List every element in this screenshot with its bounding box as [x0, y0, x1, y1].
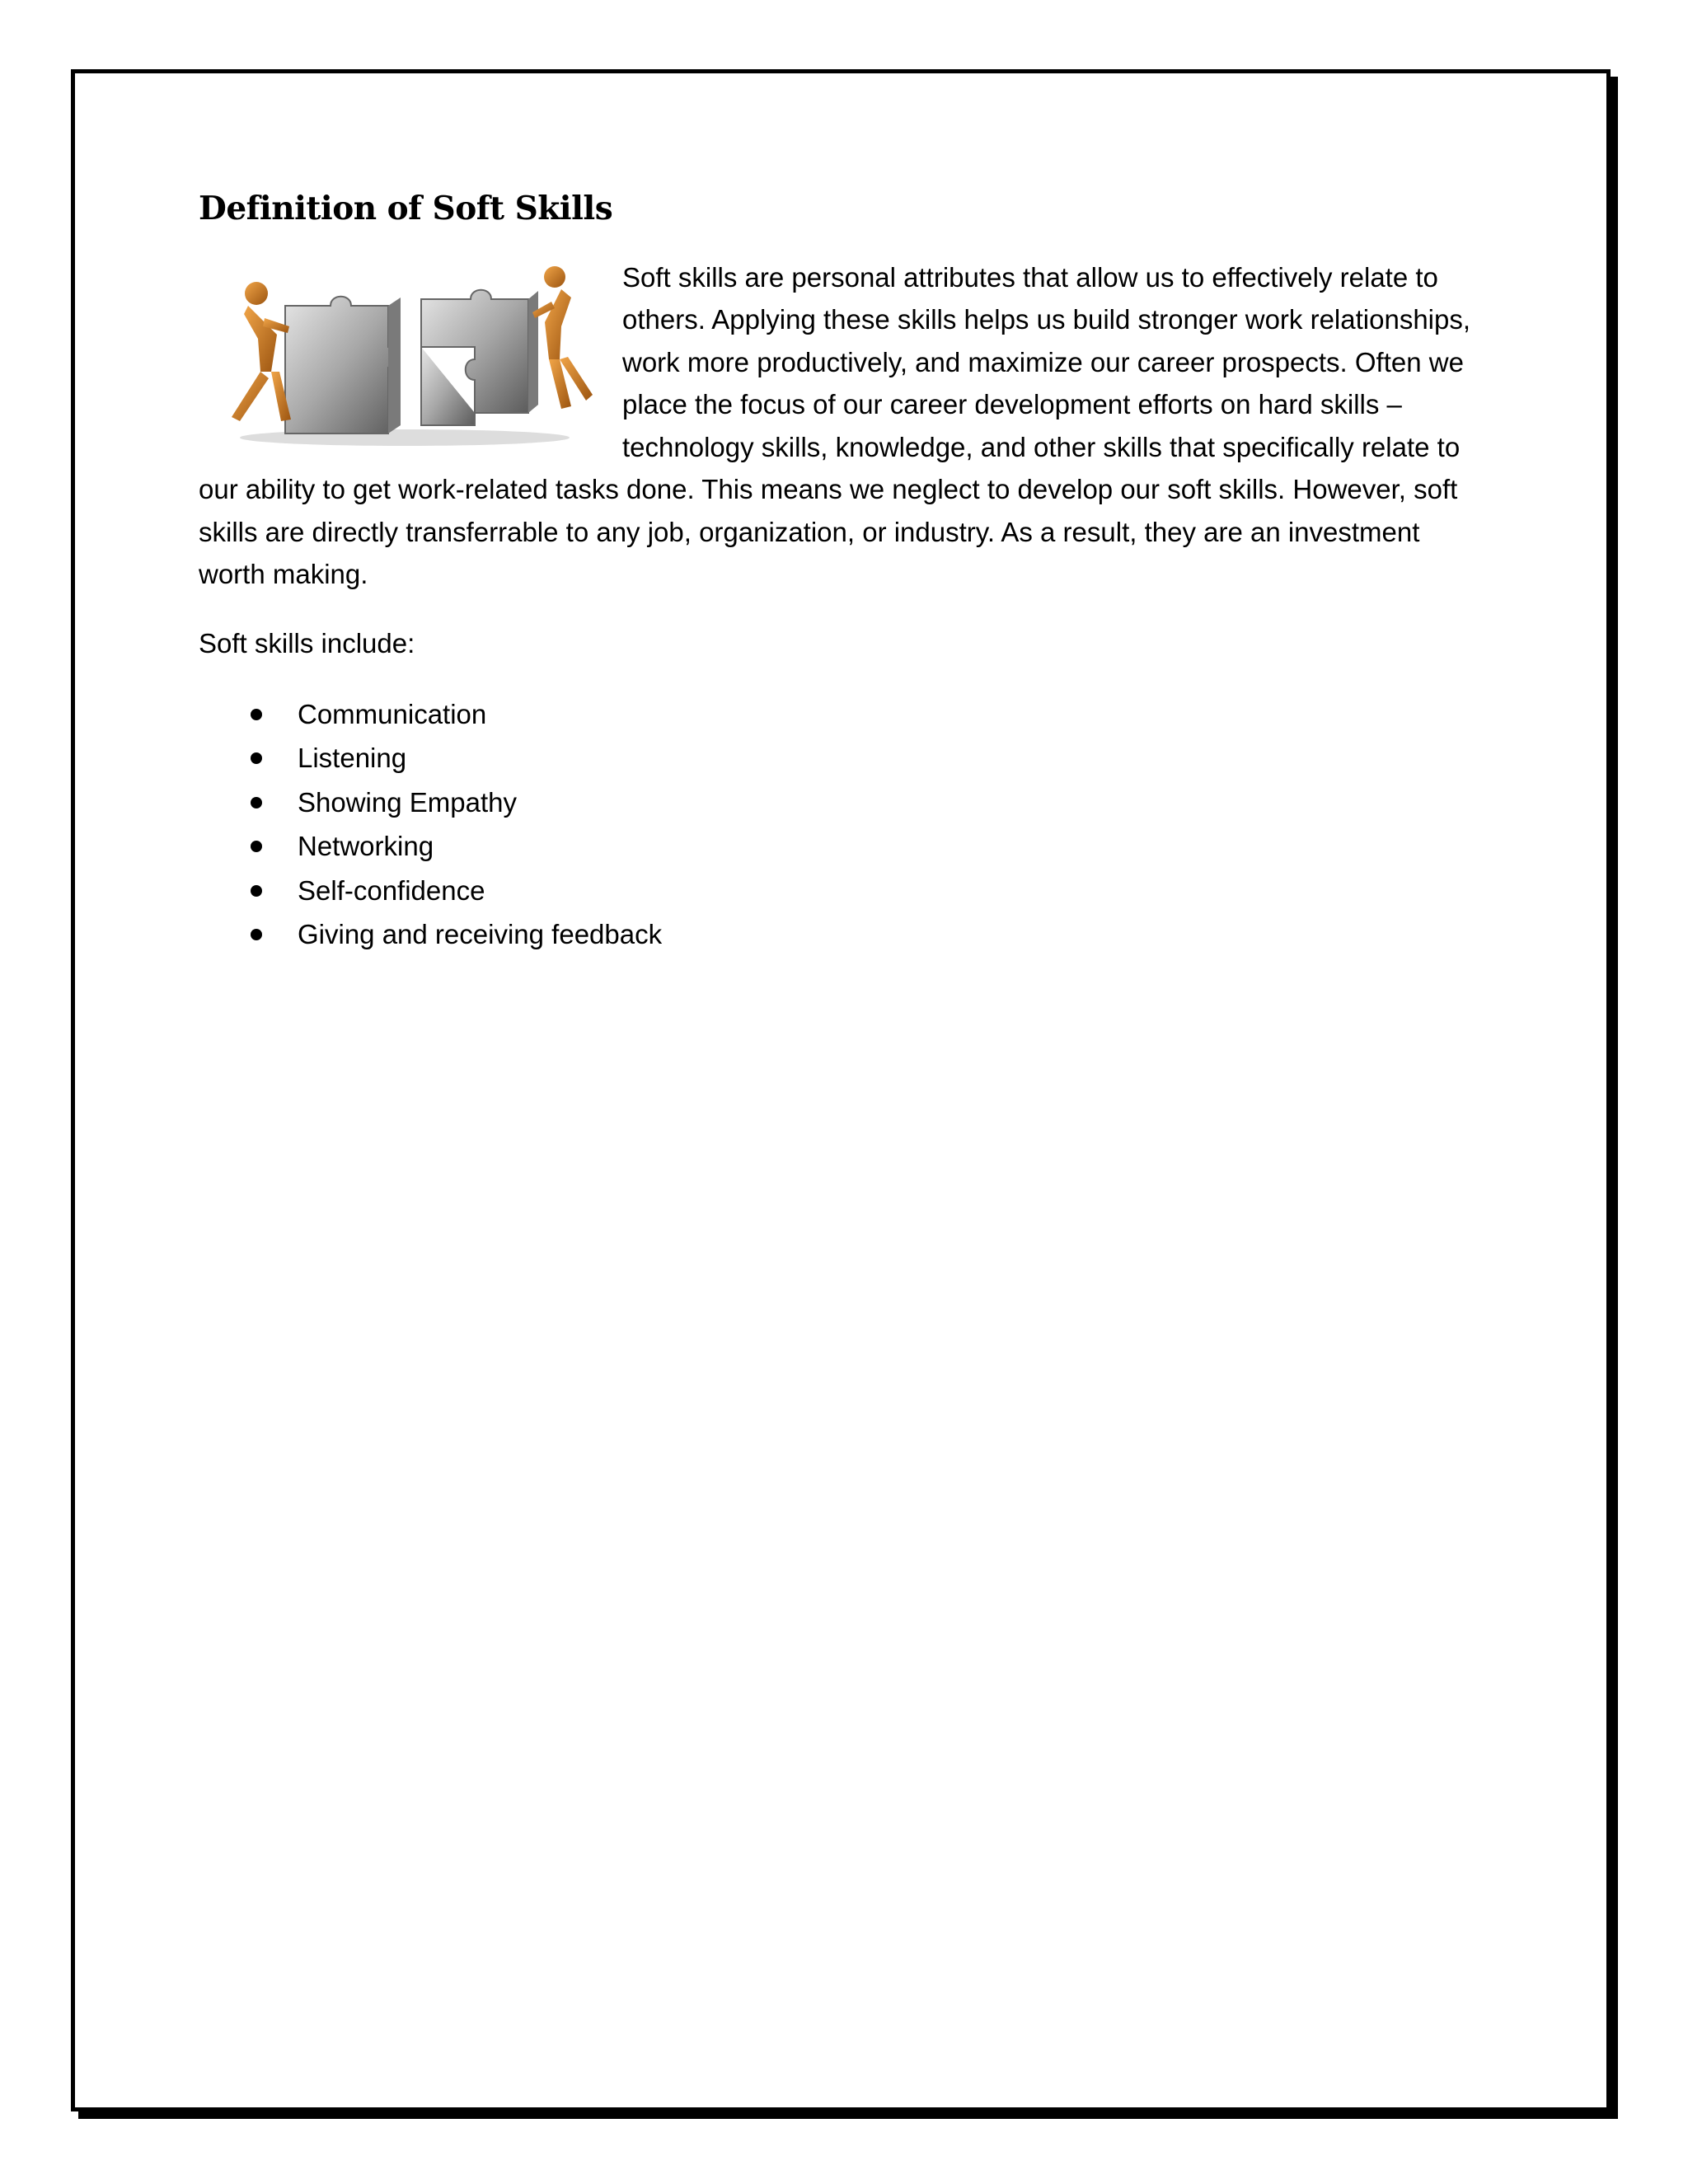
list-item — [199, 912, 1484, 957]
puzzle-figures-illustration — [199, 256, 611, 451]
list-item-label: Communication — [298, 698, 487, 729]
list-item — [199, 736, 1484, 780]
bullet-icon — [251, 797, 262, 808]
list-item — [199, 780, 1484, 825]
skills-list — [199, 692, 1484, 957]
list-item-label: Listening — [298, 743, 407, 774]
bullet-icon — [251, 929, 262, 940]
list-item — [199, 824, 1484, 869]
bullet-icon — [251, 885, 262, 897]
list-item-label: Showing Empathy — [298, 786, 517, 818]
list-item-label: Giving and receiving feedback — [298, 919, 663, 950]
list-item — [199, 692, 1484, 737]
bullet-icon — [251, 709, 262, 720]
list-item — [199, 869, 1484, 913]
bullet-icon — [251, 752, 262, 764]
document-content — [199, 190, 1484, 957]
list-item-label: Networking — [298, 831, 434, 862]
definition-paragraph: Soft skills are personal attributes that allow us to effectively relate to others. Applying these skills helps us build stronger work relationships, work more productively, and maximize our career prospects. Often we place the focus of our career development efforts on hard skills – technology skills, knowledge, and other skills that specifically relate to our ability to get work-related tasks done. This means we neglect to develop our soft skills. However, soft skills are directly transferrable to any job, organization, or industry. As a result, they are an investment worth making. — [199, 261, 1471, 590]
list-item-label: Self-confidence — [298, 874, 485, 906]
page-title: Definition of Soft Skills — [199, 190, 613, 227]
bullet-icon — [251, 841, 262, 852]
list-intro: Soft skills include: — [199, 627, 415, 658]
